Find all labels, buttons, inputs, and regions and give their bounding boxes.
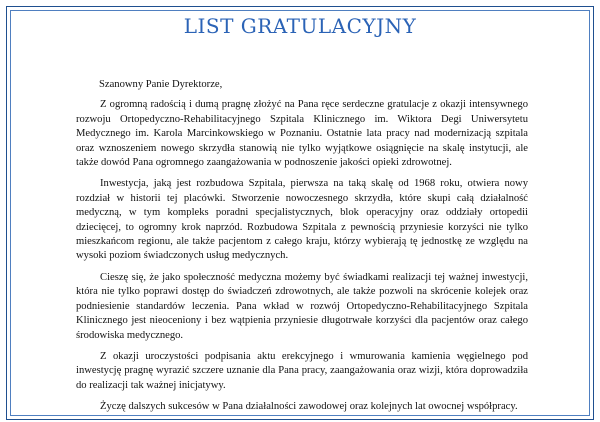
- letter-title: LIST GRATULACYJNY: [183, 14, 417, 38]
- paragraph-congratulations: Z ogromną radością i dumą pragnę złożyć na Pana ręce serdeczne gratulacje z okazji intensywnego rozwoju Ortopedyczno-Rehabilitacyjnego Szpitala Klinicznego im. Wiktora Degi Uniwersytetu Medycznego im. Karola Marcinkowskiego w Poznaniu. Ostatnie lata pracy nad modernizacją szpitala oraz wznoszeniem nowego skrzydła stanowią nie tylko wyjątkowe osiągnięcie na skalę instytucji, ale także dowód Pana ogromnego zaangażowania w podnoszenie jakości opieki zdrowotnej.: [76, 99, 528, 169]
- paragraph-investment: Inwestycja, jaką jest rozbudowa Szpitala, pierwsza na taką skalę od 1968 roku, otwiera nowy rozdział w historii tej placówki. Stworzenie nowoczesnego skrzydła, które skupi całą działalność medyczną, w tym kompleks poradni specjalistycznych, blok operacyjny oraz oddziały ortopedii dziecięcej, to ogromny krok naprzód. Rozbudowa Szpitala z pewnością przyniesie korzyści nie tylko mieszkańcom regionu, ale także pacjentom z całego kraju, którzy wybierają tę jednostkę ze względu na wysoki poziom świadczonych usług medycznych.: [76, 178, 528, 262]
- paragraph-community: Cieszę się, że jako społeczność medyczna możemy być świadkami realizacji tej ważnej inwestycji, która nie tylko poprawi dostęp do świadczeń zdrowotnych, ale także pozwoli na skrócenie kolejek oraz podniesienie standardów leczenia. Pana wkład w rozwój Ortopedyczno-Rehabilitacyjnego Szpitala Klinicznego jest nieoceniony i bez wątpienia przyniesie długotrwałe korzyści dla pacjentów oraz całego środowiska medycznego.: [76, 271, 528, 341]
- paragraph-wishes: Życzę dalszych sukcesów w Pana działalności zawodowej oraz kolejnych lat owocnej współpracy.: [100, 401, 518, 413]
- salutation: Szanowny Panie Dyrektorze,: [99, 79, 223, 90]
- letter-body: [76, 78, 528, 422]
- paragraph-ceremony: Z okazji uroczystości podpisania aktu erekcyjnego i wmurowania kamienia węgielnego pod inwestycję pragnę wyrazić szczere uznanie dla Pana pracy, zaangażowania oraz wizji, która doprowadziła do realizacji tak ważnej inicjatywy.: [76, 350, 528, 391]
